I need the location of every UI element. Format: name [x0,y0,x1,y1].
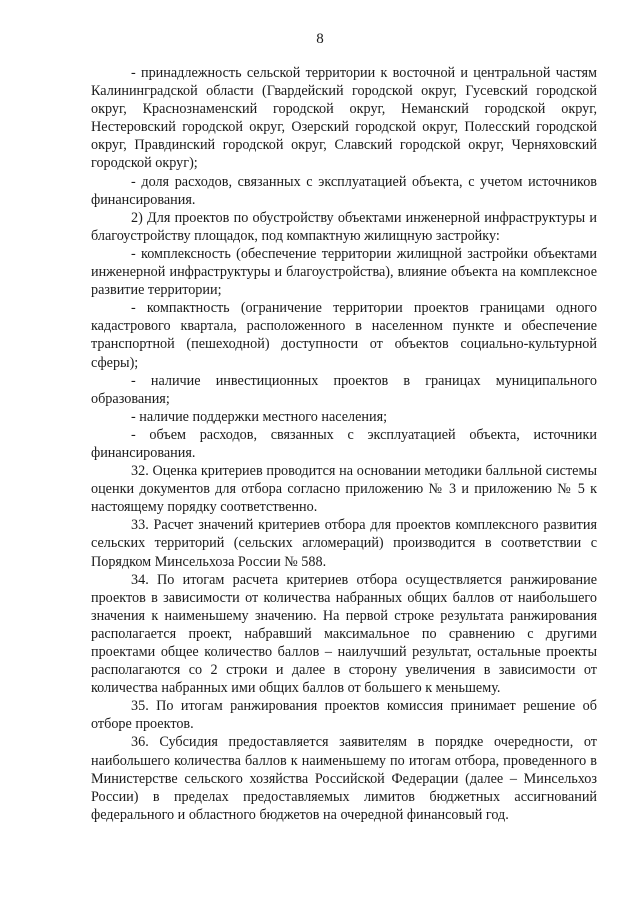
paragraph-complexity: - комплексность (обеспечение территории жилищной застройки объектами инженерной инфраструктуры и благоустройства), влияние объекта на комплексное развитие территории; [91,245,597,299]
paragraph-local-support: - наличие поддержки местного населения; [131,408,388,425]
page-number: 8 [316,31,324,47]
document-body [91,64,597,824]
paragraph-clause-32: 32. Оценка критериев проводится на основании методики балльной системы оценки документов для отбора согласно приложению № 3 и приложению № 5 к настоящему порядку соответственно. [91,463,597,516]
paragraph-territory-criterion: - принадлежность сельской территории к восточной и центральной частям Калининградской области (Гвардейский городской округ, Гусевский городской округ, Краснознаменский городской округ, Неманский городской округ, Нестеровский городской округ, Озерский городской округ, Полесский городской округ, Правдинский городской округ, Славский городской округ, Черняховский городской округ); [91,65,597,172]
paragraph-infrastructure-projects: 2) Для проектов по обустройству объектами инженерной инфраструктуры и благоустройству площадок, под компактную жилищную застройку: [91,209,597,244]
paragraph-clause-33: 33. Расчет значений критериев отбора для проектов комплексного развития сельских территорий (сельских агломераций) производится в соответствии с Порядком Минсельхоза России № 588. [91,517,597,570]
paragraph-clause-35: 35. По итогам ранжирования проектов комиссия принимает решение об отборе проектов. [91,698,597,733]
paragraph-operating-expenses: - объем расходов, связанных с эксплуатацией объекта, источники финансирования. [91,426,597,461]
paragraph-clause-34: 34. По итогам расчета критериев отбора осуществляется ранжирование проектов в зависимости от количества набранных общих баллов от наибольшего значения к наименьшему значению. На первой строке результата ранжирования располагается проект, набравший максимальное по сравнению с другими проектами общее количество баллов – наилучший результат, остальные проекты располагаются со 2 строки и далее в сторону увеличения в зависимости от количества набранных ими общих баллов от большего к меньшему. [91,571,597,697]
paragraph-expense-share: - доля расходов, связанных с эксплуатацией объекта, с учетом источников финансирования. [91,173,597,208]
paragraph-compactness: - компактность (ограничение территории проектов границами одного кадастрового квартала, расположенного в населенном пункте и обеспечение транспортной (пешеходной) доступности от объектов социально-культурной сферы); [91,300,597,371]
paragraph-clause-36: 36. Субсидия предоставляется заявителям в порядке очередности, от наибольшего количества баллов к наименьшему по итогам отбора, проведенного в Министерстве сельского хозяйства Российской Федерации (далее – Минсельхоз России) в пределах предоставляемых лимитов бюджетных ассигнований федерального и областного бюджетов на очередной финансовый год. [91,734,597,823]
paragraph-investment-projects: - наличие инвестиционных проектов в границах муниципального образования; [91,372,597,407]
